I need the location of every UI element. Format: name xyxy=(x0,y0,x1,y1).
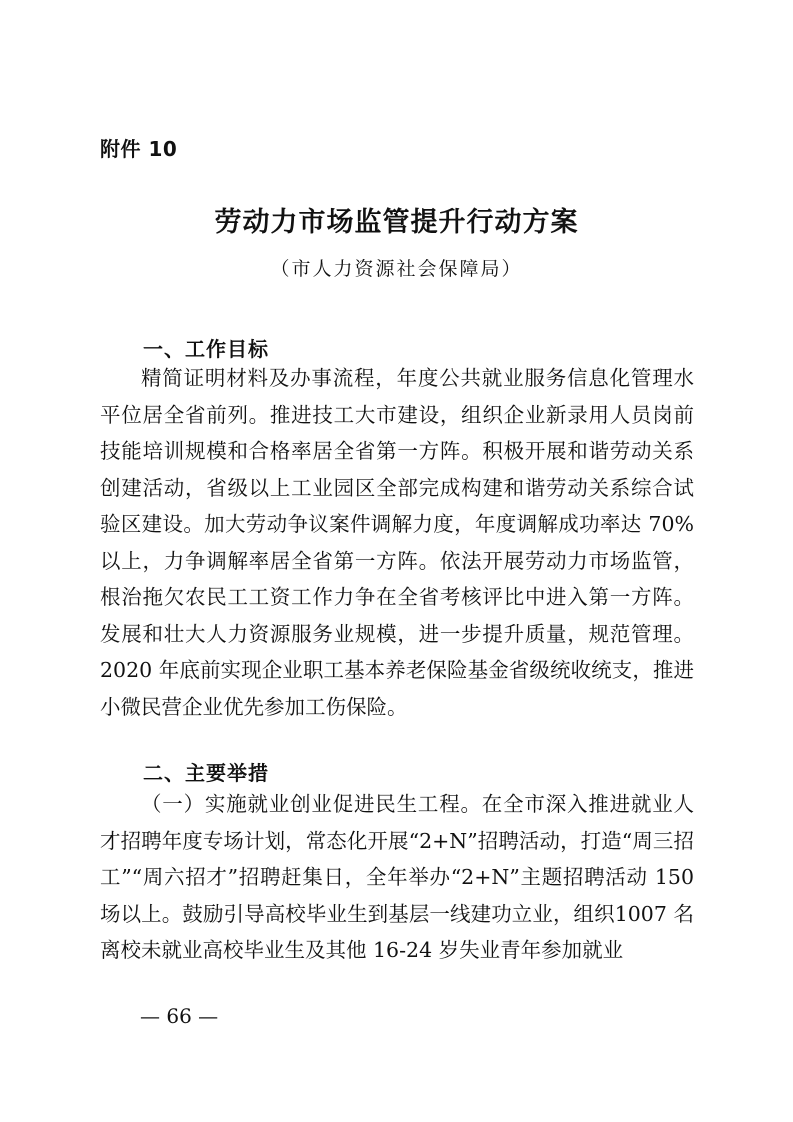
section-paragraph-goals: 精简证明材料及办事流程，年度公共就业服务信息化管理水平位居全省前列。推进技工大市建设，组织企业新录用人员岗前技能培训规模和合格率居全省第一方阵。积极开展和谐劳动关系创建活动，省级以上工业园区全部完成构建和谐劳动关系综合试验区建设。加大劳动争议案件调解力度，年度调解成功率达 70%以上，力争调解率居全省第一方阵。依法开展劳动力市场监管，根治拖欠农民工工资工作力争在全省考核评比中进入第一方阵。发展和壮大人力资源服务业规模，进一步提升质量，规范管理。2020 年底前实现企业职工基本养老保险基金省级统收统支，推进小微民营企业优先参加工伤保险。 xyxy=(100,366,694,719)
document-subtitle: （市人力资源社会保障局） xyxy=(270,258,523,280)
document-title: 劳动力市场监管提升行动方案 xyxy=(214,207,579,238)
section-paragraph-measures: （一）实施就业创业促进民生工程。在全市深入推进就业人才招聘年度专场计划，常态化开展“2+N”招聘活动，打造“周三招工”“周六招才”招聘赶集日，全年举办“2+N”主题招聘活动 150 场以上。鼓励引导高校毕业生到基层一线建功立业，组织1007 名离校未就业高校毕业生及其他 16-24 岁失业青年参加就业 xyxy=(100,792,694,962)
section-heading-goals: 一、工作目标 xyxy=(143,337,269,361)
section-heading-measures: 二、主要举措 xyxy=(143,761,269,785)
attachment-label: 附件 10 xyxy=(100,137,178,161)
page-number: — 66 — xyxy=(140,1004,219,1028)
